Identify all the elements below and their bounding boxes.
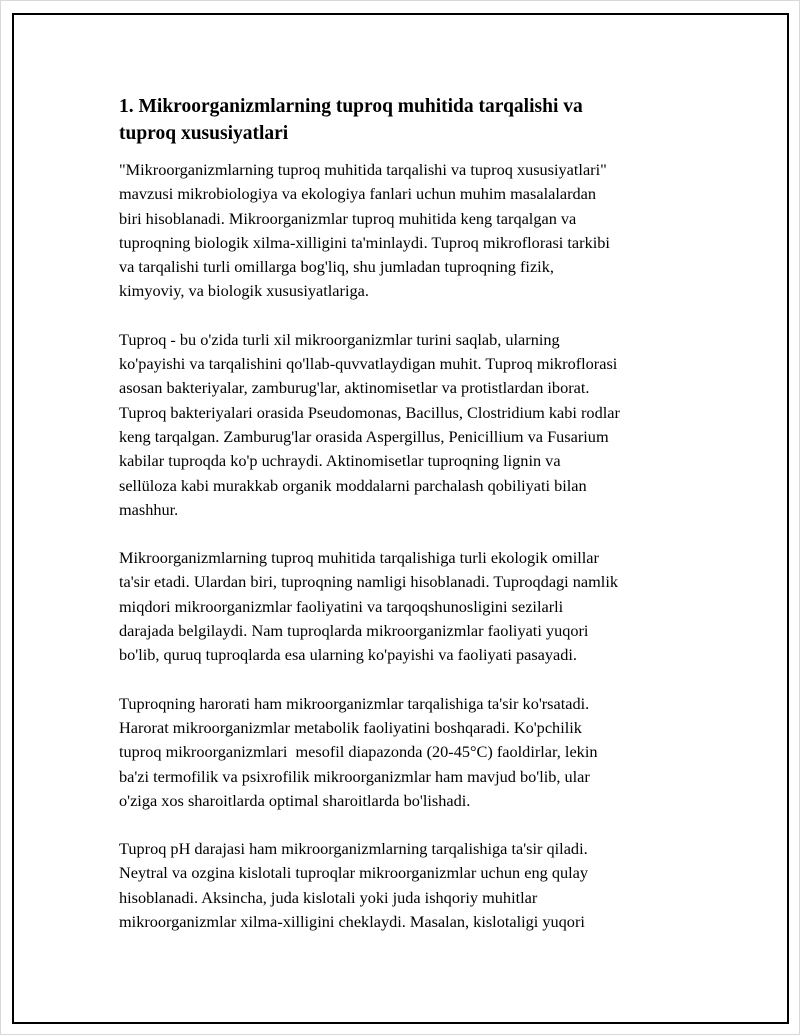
- text-line: ko'payishi va tarqalishini qo'llab-quvvatlaydigan muhit. Tuproq mikroflorasi: [119, 354, 618, 374]
- text-line: Harorat mikroorganizmlar metabolik faoliyatini boshqaradi. Ko'pchilik: [119, 717, 582, 737]
- text-line: Tuproq pH darajasi ham mikroorganizmlarning tarqalishiga ta'sir qiladi.: [119, 839, 588, 859]
- paragraph-intro: [119, 158, 699, 304]
- text-line: Neytral va ozgina kislotali tuproqlar mikroorganizmlar uchun eng qulay: [119, 863, 589, 883]
- text-line: darajada belgilaydi. Nam tuproqlarda mikroorganizmlar faoliyati yuqori: [119, 621, 589, 641]
- text-line: "Mikroorganizmlarning tuproq muhitida tarqalishi va tuproq xususiyatlari": [119, 160, 607, 179]
- text-line: Tuproq bakteriyalari orasida Pseudomonas, Bacillus, Clostridium kabi rodlar: [119, 402, 620, 422]
- text-line: kimyoviy, va biologik xususiyatlariga.: [119, 281, 369, 301]
- text-line: mikroorganizmlar xilma-xilligini cheklaydi. Masalan, kislotaligi yuqori: [119, 912, 585, 932]
- text-line: Mikroorganizmlarning tuproq muhitida tarqalishiga turli ekologik omillar: [119, 548, 599, 568]
- text-line: biri hisoblanadi. Mikroorganizmlar tuproq muhitida keng tarqalgan va: [119, 208, 577, 228]
- text-line: tuproq mikroorganizmlari mesofil diapazonda (20-45°C) faoldirlar, lekin: [119, 742, 598, 762]
- text-line: hisoblanadi. Aksincha, juda kislotali yoki juda ishqoriy muhitlar: [119, 887, 538, 907]
- text-line: ba'zi termofilik va psixrofilik mikroorganizmlar ham mavjud bo'lib, ular: [119, 766, 590, 786]
- text-line: mashhur.: [119, 499, 179, 519]
- text-line: keng tarqalgan. Zamburug'lar orasida Aspergillus, Penicillium va Fusarium: [119, 426, 609, 446]
- text-line: va tarqalishi turli omillarga bog'liq, shu jumladan tuproqning fizik,: [119, 257, 554, 277]
- section-title-line: tuproq xususiyatlari: [119, 123, 289, 144]
- text-line: bo'lib, quruq tuproqlarda esa ularning ko'payishi va faoliyati pasayadi.: [119, 645, 578, 665]
- text-line: o'ziga xos sharoitlarda optimal sharoitlarda bo'lishadi.: [119, 790, 471, 810]
- paragraph-ph: [119, 837, 699, 934]
- text-line: tuproqning biologik xilma-xilligini ta'minlaydi. Tuproq mikroflorasi tarkibi: [119, 232, 610, 252]
- text-line: Tuproqning harorati ham mikroorganizmlar tarqalishiga ta'sir ko'rsatadi.: [119, 693, 590, 713]
- paragraph-temperature: [119, 692, 699, 813]
- paragraph-moisture: [119, 546, 699, 667]
- section-title: [119, 93, 699, 147]
- text-line: mavzusi mikrobiologiya va ekologiya fanlari uchun muhim masalalardan: [119, 184, 596, 204]
- text-line: kabilar tuproqda ko'p uchraydi. Aktinomisetlar tuproqning lignin va: [119, 451, 561, 471]
- text-line: miqdori mikroorganizmlar faoliyatini va tarqoqshunosligini sezilarli: [119, 596, 564, 616]
- paragraph-soil-microflora: [119, 328, 699, 522]
- text-line: Tuproq - bu o'zida turli xil mikroorganizmlar turini saqlab, ularning: [119, 329, 560, 349]
- section-title-line: 1. Mikroorganizmlarning tuproq muhitida tarqalishi va: [119, 96, 583, 117]
- text-line: sellüloza kabi murakkab organik moddalarni parchalash qobiliyati bilan: [119, 475, 587, 495]
- text-line: ta'sir etadi. Ulardan biri, tuproqning namligi hisoblanadi. Tuproqdagi namlik: [119, 572, 618, 592]
- document-body: [119, 93, 699, 958]
- text-line: asosan bakteriyalar, zamburug'lar, aktinomisetlar va protistlardan iborat.: [119, 378, 590, 398]
